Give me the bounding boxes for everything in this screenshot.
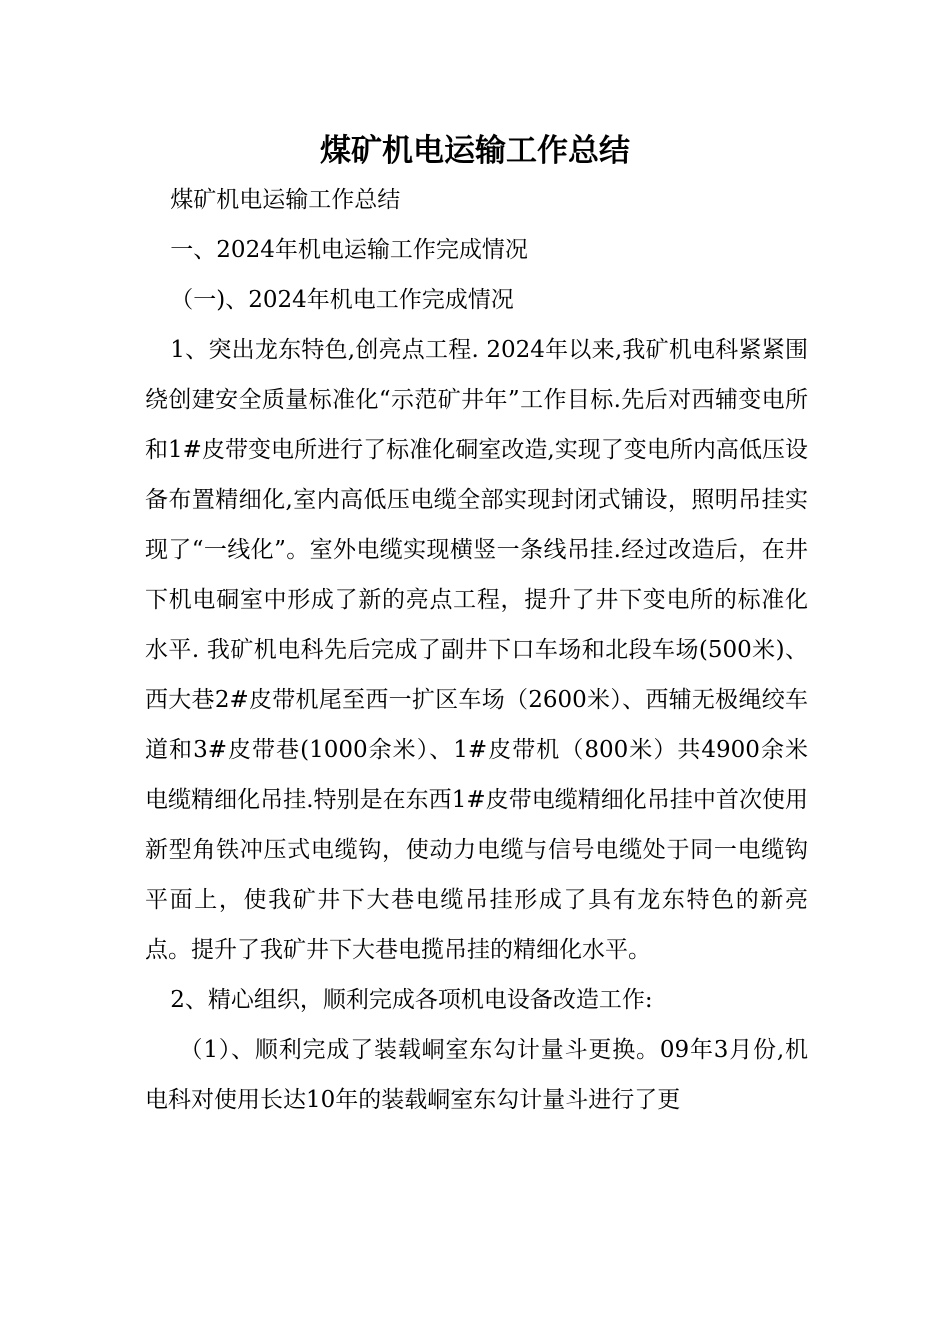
paragraph-item-2-1: （1）、顺利完成了装载峒室东勾计量斗更换。09年3月份,机电科对使用长达10年的装载峒室东勾计量斗进行了更 [145, 1037, 808, 1113]
paragraph-subtitle: 煤矿机电运输工作总结 [170, 187, 401, 213]
paragraph-section-heading: 一、2024年机电运输工作完成情况 [170, 237, 528, 263]
document-body [145, 175, 808, 1125]
paragraph-item-2: 2、精心组织，顺利完成各项机电设备改造工作: [170, 987, 653, 1013]
paragraph-subsection-heading: （一)、2024年机电工作完成情况 [170, 287, 514, 313]
paragraph-item-1: 1、突出龙东特色,创亮点工程. 2024年以来,我矿机电科紧紧围绕创建安全质量标准化“示范矿井年”工作目标.先后对西辅变电所和1#皮带变电所进行了标准化硐室改造,实现了变电所内高低压设备布置精细化,室内高低压电缆全部实现封闭式铺设，照明吊挂实现了“一线化”。室外电缆实现横竖一条线吊挂.经过改造后，在井下机电硐室中形成了新的亮点工程，提升了井下变电所的标准化水平. 我矿机电科先后完成了副井下口车场和北段车场(500米)、西大巷2#皮带机尾至西一扩区车场（2600米）、西辅无极绳绞车道和3#皮带巷(1000余米）、1#皮带机（800米）共4900余米电缆精细化吊挂.特别是在东西1#皮带电缆精细化吊挂中首次使用新型角铁冲压式电缆钩，使动力电缆与信号电缆处于同一电缆钩平面上，使我矿井下大巷电缆吊挂形成了具有龙东特色的新亮点。提升了我矿井下大巷电揽吊挂的精细化水平。 [145, 337, 808, 963]
document-title: 煤矿机电运输工作总结 [320, 133, 630, 169]
